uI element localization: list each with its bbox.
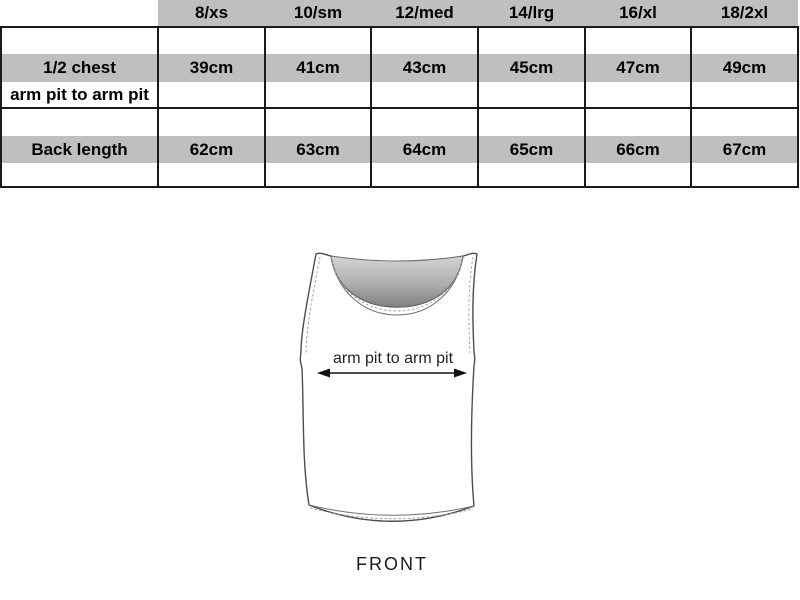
size-header-cell: 16/xl bbox=[585, 0, 691, 27]
measurement-cell: 45cm bbox=[478, 54, 585, 82]
front-view-label: FRONT bbox=[356, 554, 428, 574]
tank-top-diagram bbox=[268, 243, 532, 595]
size-header-cell: 12/med bbox=[371, 0, 478, 27]
empty-cell bbox=[265, 27, 371, 54]
empty-cell bbox=[265, 82, 371, 108]
measurement-cell: 64cm bbox=[371, 136, 478, 163]
size-header-cell: 14/lrg bbox=[478, 0, 585, 27]
size-header-cell: 10/sm bbox=[265, 0, 371, 27]
measurement-cell: 43cm bbox=[371, 54, 478, 82]
empty-cell bbox=[585, 163, 691, 187]
measurement-cell: 47cm bbox=[585, 54, 691, 82]
empty-cell bbox=[265, 108, 371, 136]
empty-cell bbox=[585, 82, 691, 108]
empty-cell bbox=[585, 108, 691, 136]
row-label-back-length: Back length bbox=[1, 136, 158, 163]
spacer-row bbox=[1, 108, 798, 136]
empty-cell bbox=[691, 163, 798, 187]
empty-cell bbox=[585, 27, 691, 54]
measurement-cell: 39cm bbox=[158, 54, 265, 82]
spacer-row bbox=[1, 27, 798, 54]
empty-cell bbox=[371, 108, 478, 136]
measurement-label: arm pit to arm pit bbox=[332, 350, 454, 367]
empty-cell bbox=[371, 82, 478, 108]
empty-cell bbox=[478, 108, 585, 136]
empty-cell bbox=[265, 163, 371, 187]
spacer-row bbox=[1, 163, 798, 187]
size-header-row bbox=[1, 0, 798, 27]
empty-cell bbox=[1, 163, 158, 187]
empty-cell bbox=[691, 82, 798, 108]
size-header-cell: 8/xs bbox=[158, 0, 265, 27]
empty-cell bbox=[371, 27, 478, 54]
size-header-cell: 18/2xl bbox=[691, 0, 798, 27]
empty-cell bbox=[1, 108, 158, 136]
empty-cell bbox=[158, 163, 265, 187]
empty-cell bbox=[371, 163, 478, 187]
measurement-cell: 67cm bbox=[691, 136, 798, 163]
empty-cell bbox=[691, 27, 798, 54]
measurement-cell: 63cm bbox=[265, 136, 371, 163]
row-sublabel-chest: arm pit to arm pit bbox=[1, 82, 158, 108]
empty-cell bbox=[478, 163, 585, 187]
empty-cell bbox=[478, 82, 585, 108]
table-corner-cell bbox=[1, 0, 158, 27]
chest-sublabel-row bbox=[1, 82, 798, 108]
empty-cell bbox=[1, 27, 158, 54]
armpit-measure-arrow bbox=[317, 350, 467, 378]
empty-cell bbox=[158, 82, 265, 108]
measurement-cell: 66cm bbox=[585, 136, 691, 163]
back-length-row bbox=[1, 136, 798, 163]
measurement-cell: 41cm bbox=[265, 54, 371, 82]
measurement-cell: 65cm bbox=[478, 136, 585, 163]
empty-cell bbox=[158, 108, 265, 136]
empty-cell bbox=[691, 108, 798, 136]
row-label-chest: 1/2 chest bbox=[1, 54, 158, 82]
empty-cell bbox=[158, 27, 265, 54]
empty-cell bbox=[478, 27, 585, 54]
measurement-cell: 62cm bbox=[158, 136, 265, 163]
measurement-cell: 49cm bbox=[691, 54, 798, 82]
size-chart-table bbox=[0, 0, 799, 188]
chest-measurement-row bbox=[1, 54, 798, 82]
